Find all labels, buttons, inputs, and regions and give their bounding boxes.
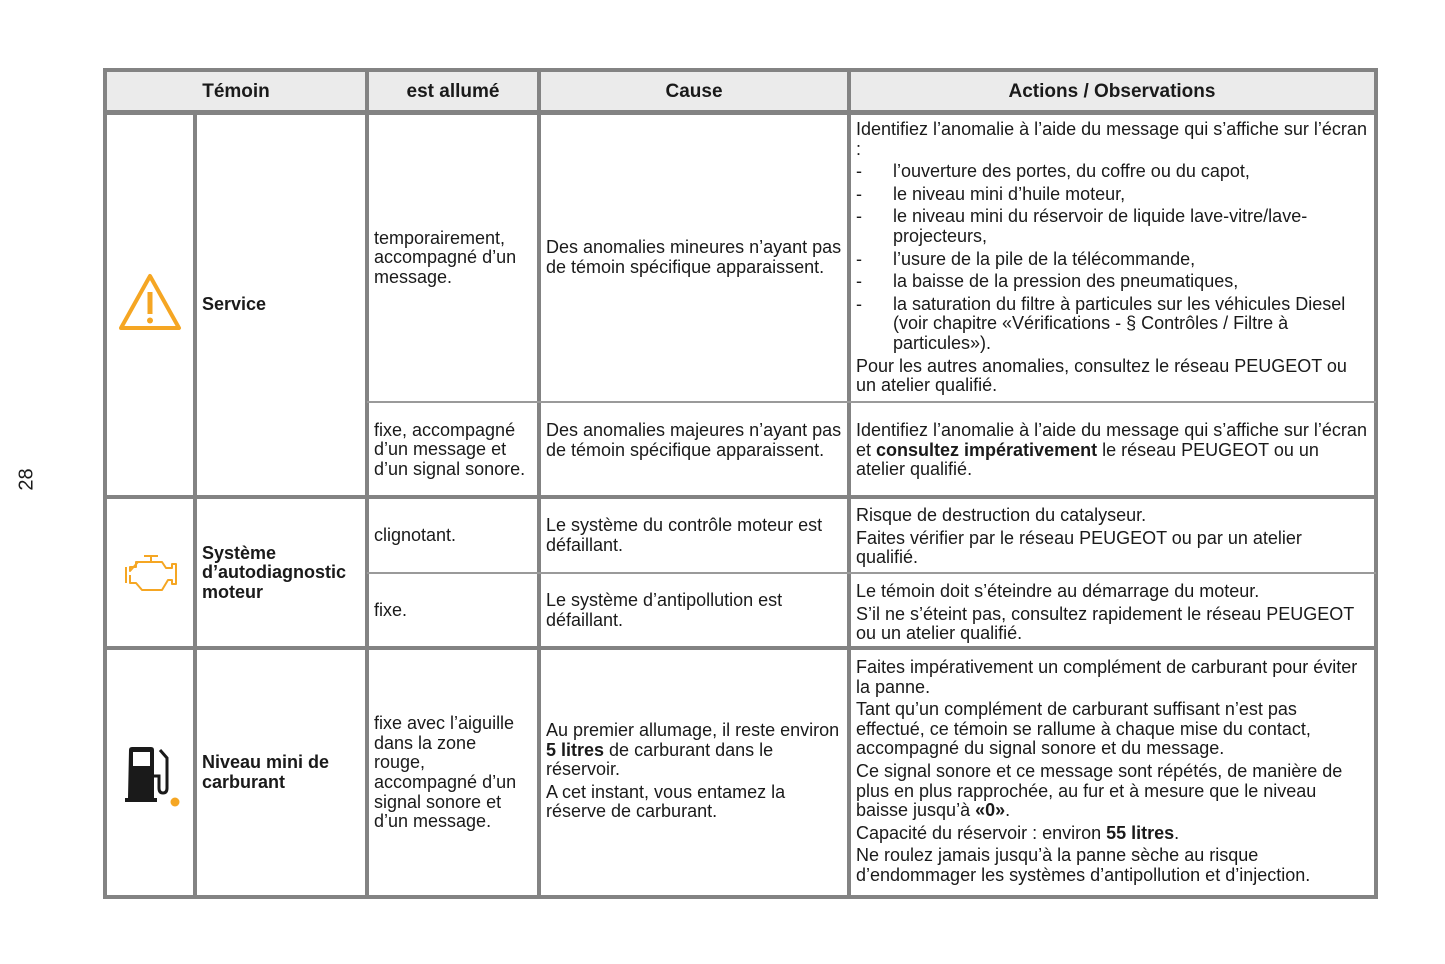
cause-cell: Au premier allumage, il reste environ 5 litres de carburant dans le réservoir. A cet instant, vous entamez la réserve de carburant. xyxy=(546,720,840,822)
temoin-name-fuel: Niveau mini de carburant xyxy=(202,752,330,792)
table-border xyxy=(847,68,851,899)
state-text: clignotant. xyxy=(374,525,457,546)
list-item: - la baisse de la pression des pneumatiques, xyxy=(856,271,1239,292)
header-cause: Cause xyxy=(540,72,848,112)
header-actions: Actions / Observations xyxy=(850,72,1374,112)
sub-row-divider xyxy=(367,572,1376,574)
table-border xyxy=(103,895,1378,899)
cause-text: Des anomalies mineures n’ayant pas de témoin spécifique apparaissent. xyxy=(546,237,842,277)
list-item: - le niveau mini du réservoir de liquide lave-vitre/lave-projecteurs, xyxy=(856,206,1308,246)
actions-outro: Pour les autres anomalies, consultez le réseau PEUGEOT ou un atelier qualifié. xyxy=(856,355,1347,396)
table-border xyxy=(537,68,541,899)
actions-cell: Le témoin doit s’éteindre au démarrage du moteur. S’il ne s’éteint pas, consultez rapidement le réseau PEUGEOT ou un atelier qualifié. xyxy=(856,581,1354,644)
table-border xyxy=(365,68,369,899)
table-border xyxy=(103,495,1378,499)
state-text: temporairement, accompagné d’un message. xyxy=(374,227,517,287)
warning-triangle-icon xyxy=(118,272,182,332)
actions-intro: Identifiez l’anomalie à l’aide du message qui s’affiche sur l’écran : xyxy=(856,119,1367,159)
list-item: - l’ouverture des portes, du coffre ou du capot, xyxy=(856,161,1250,182)
actions-cell: Faites impérativement un complément de carburant pour éviter la panne. Tant qu’un complément de carburant suffisant n’est pas effectué, ce témoin se rallume à chaque mise du contact, accompagné du signal sonore et du message. Ce signal sonore et ce message sont répétés, de manière de plus en plus rapprochée, au fur et à mesure que le niveau baisse jusqu’à «0». Capacité du réservoir : environ 55 litres. Ne roulez jamais jusqu’à la panne sèche au risque d’endommager les systèmes d’antipollution et d’injection. xyxy=(856,657,1358,885)
cause-text: Le système du contrôle moteur est défaillant. xyxy=(546,515,823,555)
cause-text: Le système d’antipollution est défaillant. xyxy=(546,590,783,630)
list-item: - l’usure de la pile de la télécommande, xyxy=(856,248,1196,269)
fuel-pump-icon xyxy=(124,746,182,808)
table-border xyxy=(103,68,107,899)
page-number: 28 xyxy=(15,468,38,491)
header-temoin: Témoin xyxy=(106,72,366,112)
state-text: fixe. xyxy=(374,600,408,621)
cause-text: Des anomalies majeures n’ayant pas de témoin spécifique apparaissent. xyxy=(546,420,842,460)
actions-text: Identifiez l’anomalie à l’aide du message qui s’affiche sur l’écran et consultez impérativement le réseau PEUGEOT ou un atelier qualifié. xyxy=(856,420,1367,480)
state-text: fixe avec l’aiguille dans la zone rouge, accompagné d’un signal sonore et d’un message. xyxy=(374,713,517,832)
list-item: - le niveau mini d’huile moteur, xyxy=(856,183,1126,204)
engine-icon xyxy=(124,553,180,593)
table-border xyxy=(103,68,1378,72)
table-border xyxy=(1374,68,1378,899)
actions-cell: Risque de destruction du catalyseur. Faites vérifier par le réseau PEUGEOT ou par un atelier qualifié. xyxy=(856,505,1302,568)
list-item: - la saturation du filtre à particules sur les véhicules Diesel (voir chapitre «Vérifications - § Contrôles / Filtre à particules»). xyxy=(856,293,1346,353)
header-est-allume: est allumé xyxy=(368,72,538,112)
temoin-name-engine: Système d’autodiagnostic moteur xyxy=(202,542,346,602)
temoin-name-service: Service xyxy=(202,294,267,315)
sub-row-divider xyxy=(367,401,1376,403)
table-border xyxy=(103,646,1378,650)
state-text: fixe, accompagné d’un message et d’un signal sonore. xyxy=(374,419,526,479)
table-border xyxy=(103,110,1378,115)
table-border xyxy=(193,112,197,899)
actions-cell xyxy=(850,114,1374,402)
